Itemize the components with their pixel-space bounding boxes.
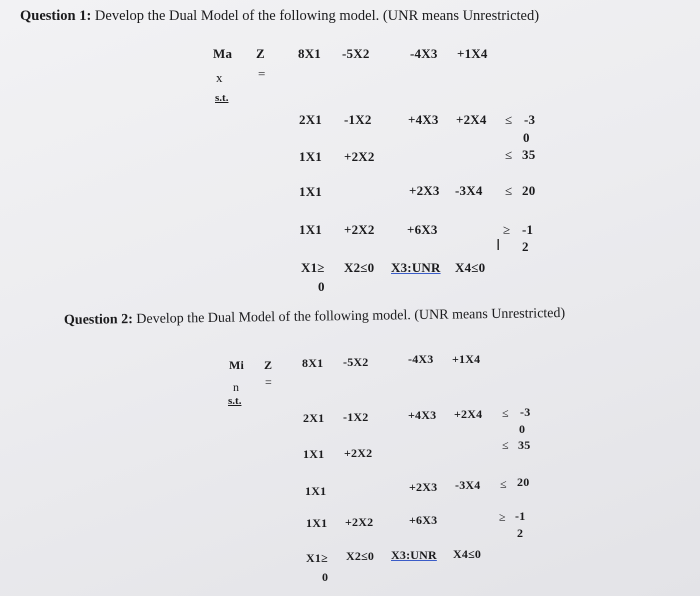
- c1-term-1: 2X1: [299, 112, 322, 127]
- c1-term-3: +4X3: [408, 408, 437, 422]
- c1-term-2: -1X2: [344, 112, 372, 127]
- x3-restriction: X3:UNR: [391, 260, 441, 275]
- c2-term-1: 1X1: [299, 149, 322, 164]
- c3-sign: ≤: [500, 477, 507, 491]
- question-1-text: Develop the Dual Model of the following model. (UNR means Unrestricted): [94, 8, 540, 24]
- c1-rhs-line-2: 0: [519, 422, 526, 436]
- c3-term-1: 1X1: [299, 184, 322, 199]
- x4-restriction: X4≤0: [455, 260, 486, 275]
- objective-term-4: +1X4: [457, 46, 488, 61]
- objective-mi: Mi: [229, 358, 245, 372]
- c4-term-1: 1X1: [299, 222, 322, 237]
- objective-term-2: -5X2: [342, 46, 370, 61]
- c1-term-4: +2X4: [456, 112, 487, 127]
- objective-term-3: -4X3: [410, 46, 438, 61]
- c4-term-2: +2X2: [344, 222, 375, 237]
- question-1-label: Question 1:: [20, 8, 92, 24]
- c3-rhs: 20: [517, 475, 530, 489]
- c4-rhs-line-1: -1: [515, 509, 526, 523]
- question-2-text: Develop the Dual Model of the following model. (UNR means Unrestricted): [136, 306, 566, 327]
- c2-term-1: 1X1: [303, 447, 325, 461]
- c1-rhs-line-2: 0: [523, 130, 530, 145]
- objective-term-1: 8X1: [298, 46, 321, 61]
- c3-sign: ≤: [505, 183, 513, 198]
- c4-sign: ≥: [503, 222, 511, 237]
- objective-z: Z: [264, 358, 273, 372]
- c4-rhs-line-2: 2: [517, 526, 524, 540]
- objective-z: Z: [256, 46, 265, 61]
- c4-term-1: 1X1: [306, 516, 328, 530]
- c3-term-4: -3X4: [455, 478, 481, 492]
- c1-rhs-line-1: -3: [520, 405, 531, 419]
- x1-restriction: X1≥: [306, 551, 328, 565]
- c2-term-2: +2X2: [344, 149, 375, 164]
- c1-rhs-line-1: -3: [524, 112, 536, 127]
- c4-term-3: +6X3: [409, 513, 438, 527]
- c1-sign: ≤: [502, 406, 509, 420]
- objective-equals: =: [258, 66, 266, 81]
- c3-term-1: 1X1: [305, 484, 327, 498]
- c4-term-2: +2X2: [345, 515, 374, 529]
- objective-term-3: -4X3: [408, 352, 434, 366]
- objective-term-4: +1X4: [452, 352, 481, 366]
- c4-sign: ≥: [499, 510, 506, 524]
- objective-equals: =: [265, 375, 272, 389]
- c2-sign: ≤: [502, 438, 509, 452]
- x3-restriction: X3:UNR: [391, 548, 437, 562]
- c1-term-3: +4X3: [408, 112, 439, 127]
- x2-restriction: X2≤0: [344, 260, 375, 275]
- c2-term-2: +2X2: [344, 446, 373, 460]
- question-1-title: [20, 8, 539, 25]
- x4-restriction: X4≤0: [453, 547, 482, 561]
- subject-to: s.t.: [228, 395, 242, 407]
- c4-rhs-line-2: 2: [522, 239, 529, 254]
- question-2-title: [64, 306, 565, 329]
- c1-term-4: +2X4: [454, 407, 483, 421]
- text-cursor-icon: I: [496, 236, 501, 254]
- x1-restriction-zero: 0: [318, 279, 325, 294]
- objective-ma: Ma: [213, 46, 233, 61]
- question-2-label: Question 2:: [63, 312, 133, 328]
- objective-n: n: [233, 380, 240, 394]
- c1-term-1: 2X1: [303, 411, 325, 425]
- x2-restriction: X2≤0: [346, 549, 375, 563]
- x1-restriction: X1≥: [301, 260, 325, 275]
- c2-rhs: 35: [518, 438, 531, 452]
- c2-sign: ≤: [505, 147, 513, 162]
- objective-x: x: [216, 70, 223, 85]
- c4-rhs-line-1: -1: [522, 222, 534, 237]
- c3-rhs: 20: [522, 183, 536, 198]
- c1-term-2: -1X2: [343, 410, 369, 424]
- objective-term-1: 8X1: [302, 356, 324, 370]
- c1-sign: ≤: [505, 112, 513, 127]
- objective-term-2: -5X2: [343, 355, 369, 369]
- c2-rhs: 35: [522, 147, 536, 162]
- subject-to: s.t.: [215, 92, 229, 104]
- c3-term-3: +2X3: [409, 480, 438, 494]
- c3-term-4: -3X4: [455, 183, 483, 198]
- x1-restriction-zero: 0: [322, 570, 329, 584]
- c4-term-3: +6X3: [407, 222, 438, 237]
- c3-term-3: +2X3: [409, 183, 440, 198]
